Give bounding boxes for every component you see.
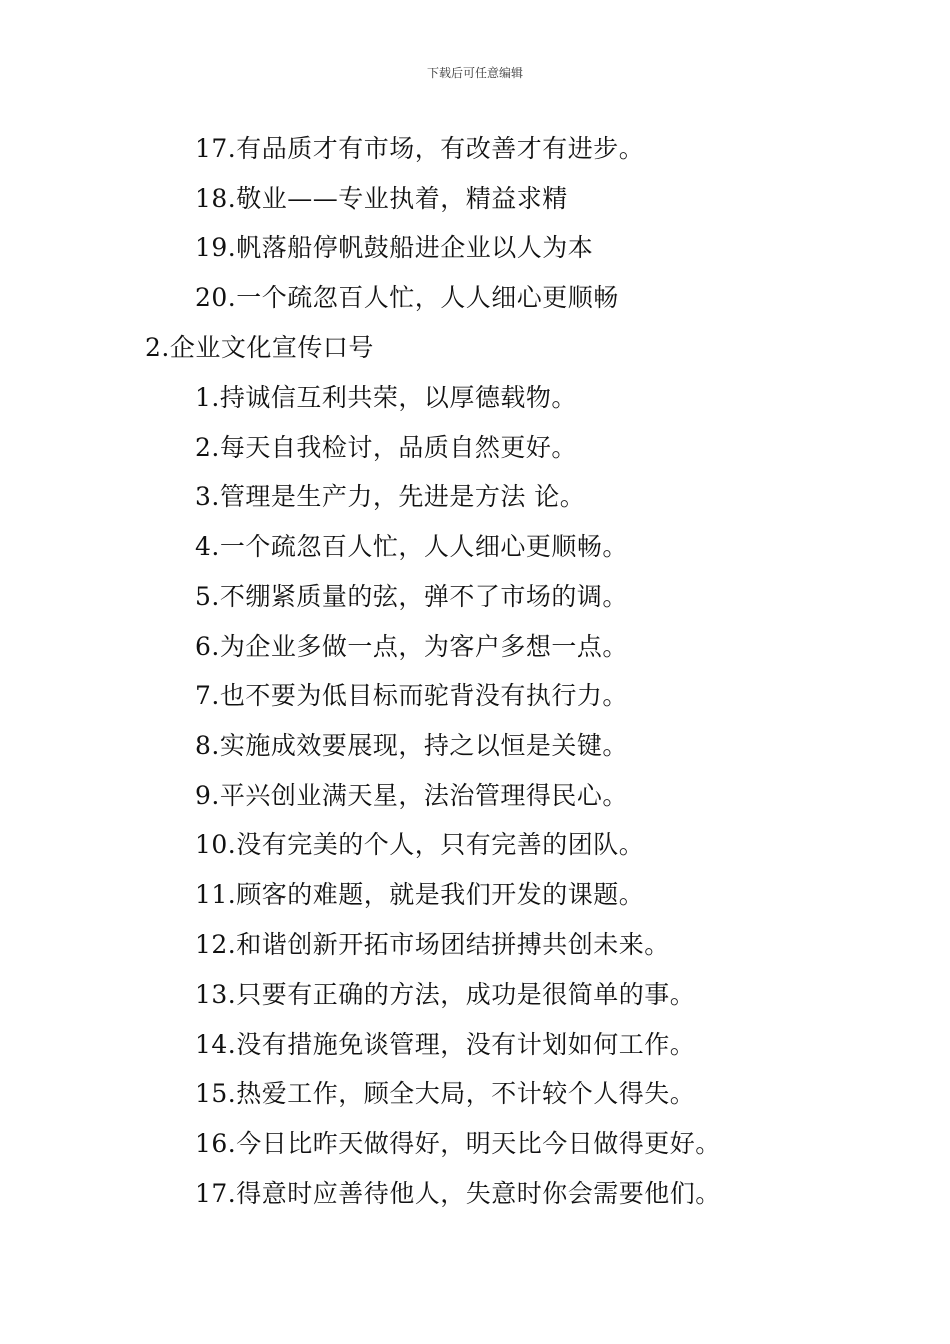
list-item: 18.敬业——专业执着，精益求精 [195,184,568,213]
list-item: 5.不绷紧质量的弦，弹不了市场的调。 [195,582,628,611]
list-item: 20.一个疏忽百人忙，人人细心更顺畅 [195,283,619,312]
list-item: 6.为企业多做一点，为客户多想一点。 [195,632,628,661]
list-item: 9.平兴创业满天星，法治管理得民心。 [195,781,628,810]
list-item: 17.有品质才有市场，有改善才有进步。 [195,134,645,163]
list-item: 12.和谐创新开拓市场团结拼搏共创未来。 [195,930,670,959]
list-item: 15.热爱工作，顾全大局，不计较个人得失。 [195,1079,696,1108]
list-item: 8.实施成效要展现，持之以恒是关键。 [195,731,628,760]
list-item: 4.一个疏忽百人忙，人人细心更顺畅。 [195,532,628,561]
section-heading: 2.企业文化宣传口号 [145,333,374,362]
list-item: 10.没有完美的个人，只有完善的团队。 [195,830,645,859]
list-item: 16.今日比昨天做得好，明天比今日做得更好。 [195,1129,721,1158]
list-item: 7.也不要为低目标而驼背没有执行力。 [195,681,628,710]
list-item: 11.顾客的难题，就是我们开发的课题。 [195,880,645,909]
list-item: 14.没有措施免谈管理，没有计划如何工作。 [195,1030,696,1059]
list-item: 19.帆落船停帆鼓船进企业以人为本 [195,233,594,262]
list-item: 3.管理是生产力，先进是方法 论。 [195,482,586,511]
page-header: 下载后可任意编辑 [426,66,523,80]
list-item: 2.每天自我检讨，品质自然更好。 [195,433,577,462]
list-item: 17.得意时应善待他人，失意时你会需要他们。 [195,1179,721,1208]
list-item: 1.持诚信互利共荣，以厚德载物。 [195,383,577,412]
list-item: 13.只要有正确的方法，成功是很简单的事。 [195,980,696,1009]
